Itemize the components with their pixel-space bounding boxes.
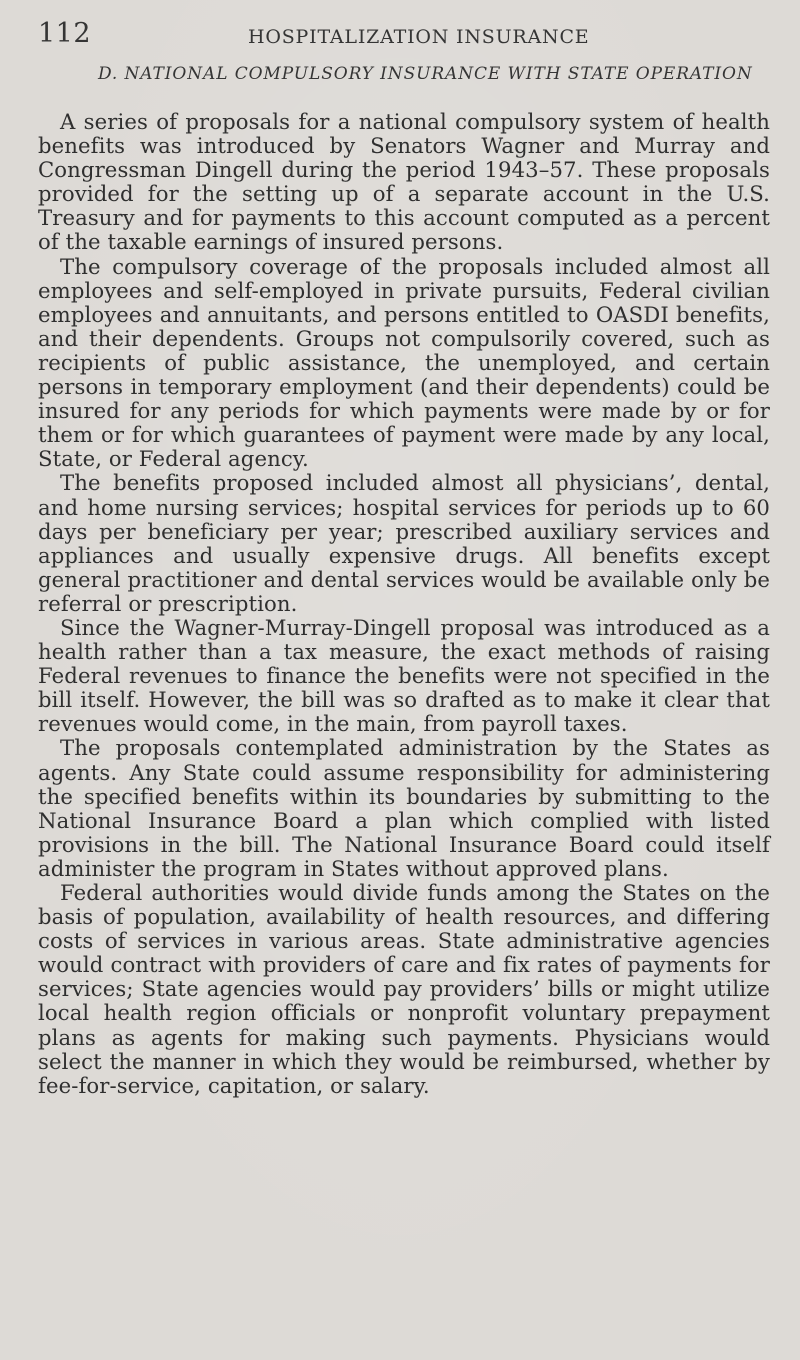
body-text — [38, 110, 770, 1098]
page-number: 112 — [38, 18, 92, 49]
paragraph: Federal authorities would divide funds among the States on the basis of population, availability of health resources, and differing costs of services in various areas. State administrative agencies would contract with providers of care and fix rates of payments for services; State agencies would pay providers’ bills or might utilize local health region officials or nonprofit voluntary prepayment plans as agents for making such payments. Physicians would select the manner in which they would be reimbursed, whether by fee-for-service, capitation, or salary. — [38, 880, 770, 1098]
paragraph: A series of proposals for a national compulsory system of health benefits was introduced by Senators Wagner and Murray and Congressman Dingell during the period 1943–57. These proposals provided for the setting up of a separate account in the U.S. Treasury and for payments to this account computed as a percent of the taxable earnings of insured persons. — [38, 109, 770, 255]
paragraph: Since the Wagner-Murray-Dingell proposal was introduced as a health rather than a tax measure, the exact methods of raising Federal revenues to finance the benefits were not specified in the bill itself. However, the bill was so drafted as to make it clear that revenues would come, in the main, from payroll taxes. — [38, 614, 770, 737]
section-heading: D. NATIONAL COMPULSORY INSURANCE WITH STATE OPERATION — [98, 64, 753, 84]
paragraph: The benefits proposed included almost all physicians’, dental, and home nursing services; hospital services for periods up to 60 days per beneficiary per year; prescribed auxiliary services and appliances and usually expensive drugs. All benefits except general practitioner and dental services would be available only be referral or prescription. — [38, 470, 770, 616]
paragraph: The compulsory coverage of the proposals included almost all employees and self-employed in private pursuits, Federal civilian employees and annuitants, and persons entitled to OASDI benefits, and their dependents. Groups not compulsorily covered, such as recipients of public assistance, the unemployed, and certain persons in temporary employment (and their dependents) could be insured for any periods for which payments were made by or for them or for which guarantees of payment were made by any local, State, or Federal agency. — [38, 253, 770, 472]
running-head — [38, 18, 770, 58]
paragraph: The proposals contemplated administration by the States as agents. Any State could assume responsibility for administering the specified benefits within its boundaries by submitting to the National Insurance Board a plan which complied with listed provisions in the bill. The National Insurance Board could itself administer the program in States without approved plans. — [38, 735, 770, 881]
running-title: HOSPITALIZATION INSURANCE — [248, 26, 590, 48]
